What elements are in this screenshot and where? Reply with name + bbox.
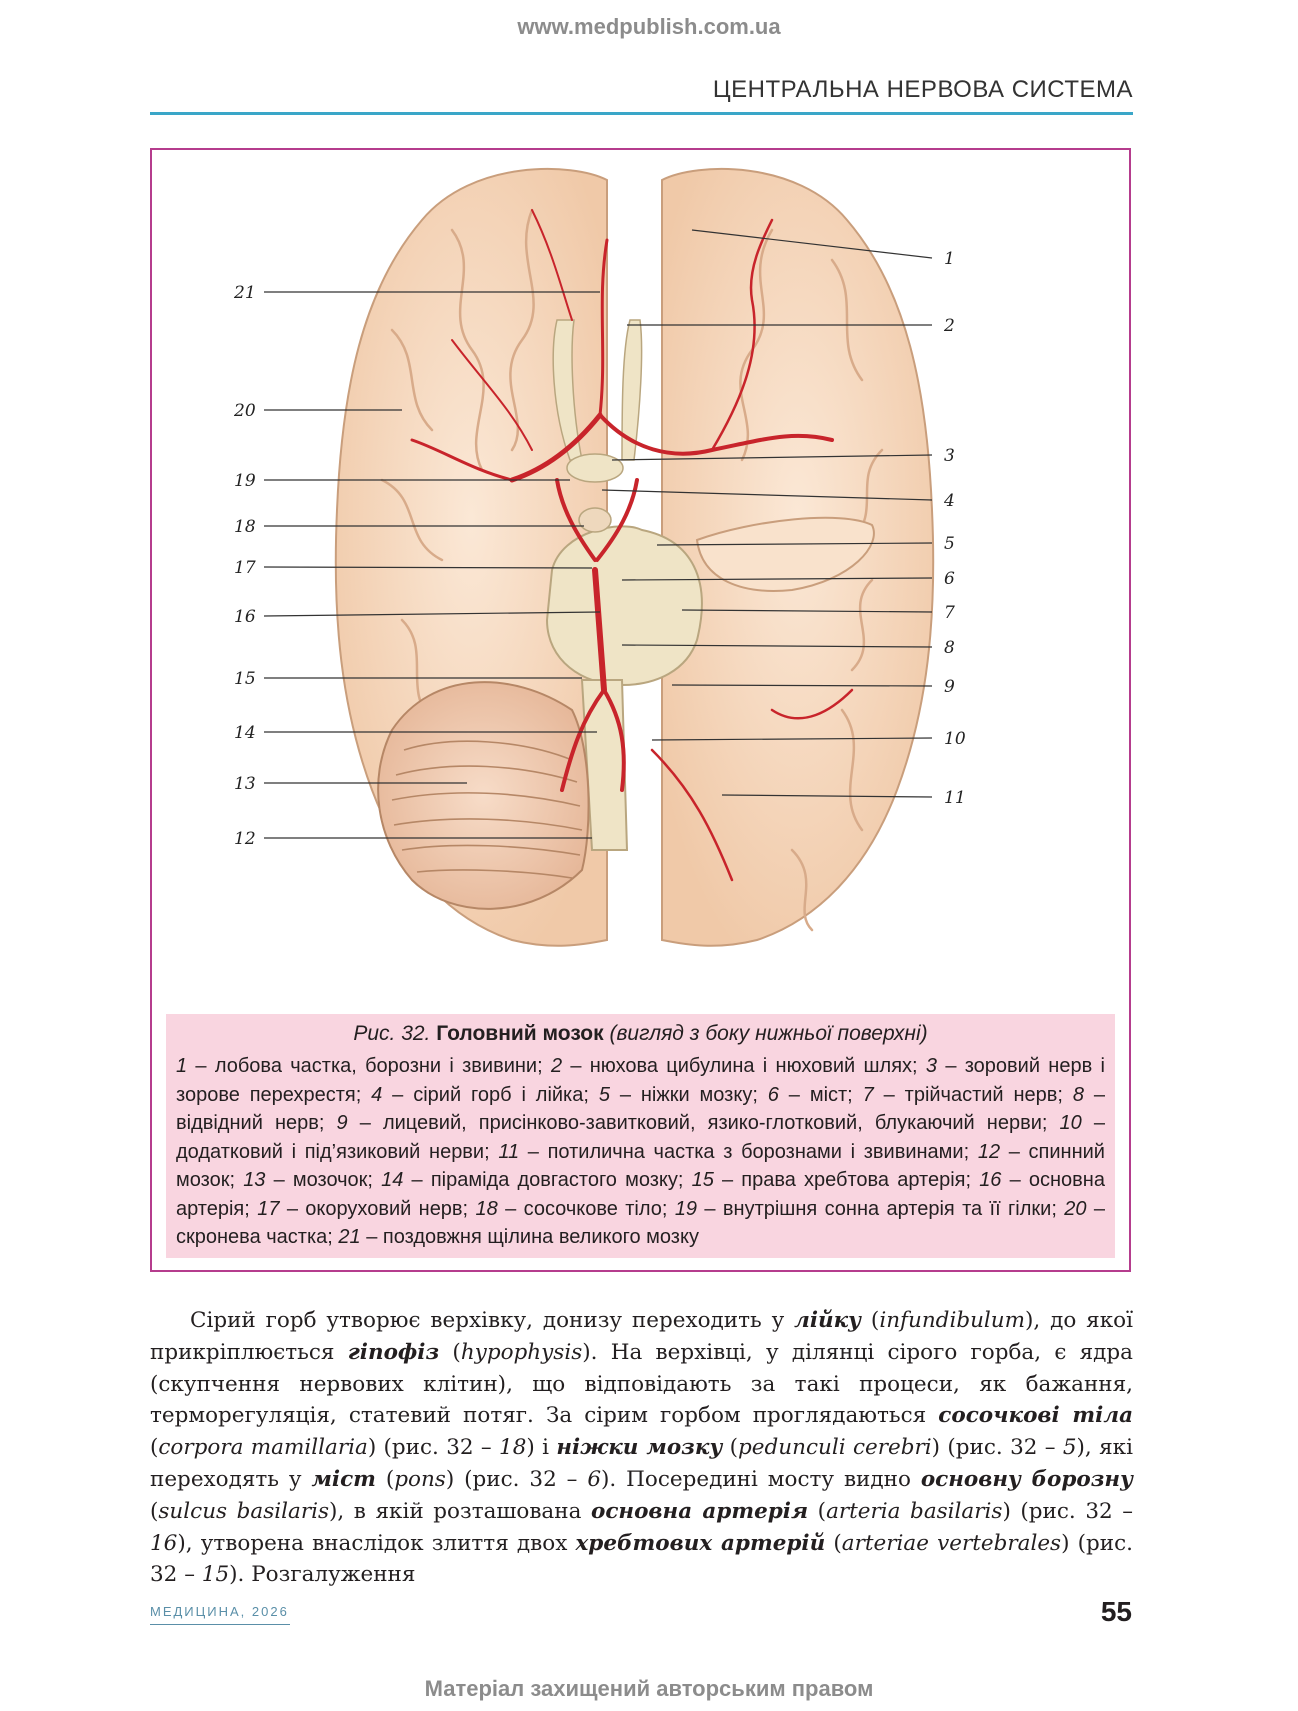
paragraph-text (150, 1305, 1133, 1591)
label-14: 14 (234, 723, 256, 743)
watermark-top: www.medpublish.com.ua (517, 14, 781, 39)
text-run: ( (808, 1498, 827, 1524)
body-paragraph (150, 1305, 1133, 1591)
legend-entry: 7 – трійчастий нерв; (862, 1083, 1063, 1106)
legend-text: окоруховий нерв; (305, 1197, 469, 1220)
legend-text: основна артерія; (176, 1169, 1105, 1220)
legend-number: 14 (381, 1169, 404, 1191)
term-latin: sulcus basilaris (158, 1498, 330, 1524)
legend-entry: 3 – зоровий нерв і зорове перехрестя; (176, 1055, 1105, 1106)
term-latin: pons (394, 1466, 446, 1492)
text-run: ). Розгалуження (229, 1562, 416, 1588)
legend-text: спинний мозок; (176, 1140, 1105, 1191)
term-latin: hypophysis (460, 1339, 583, 1365)
legend-number: 12 (977, 1140, 1001, 1163)
legend-entry: 19 – внутрішня сонна артерія та її гілки; (674, 1197, 1057, 1220)
legend-entry: 21 – поздовжня щілина великого мозку (338, 1226, 699, 1248)
legend-number: 17 (257, 1197, 280, 1220)
legend-text: потилична частка з борознами і звивинами; (547, 1140, 970, 1163)
cerebellum (378, 682, 588, 909)
text-run: ). На верхівці, у ділянці сірого горба, є ядра (скупчення нервових клітин), що відповідають за такі процеси, як бажання, терморегуляція, статевий потяг. За сірим горбом проглядаються (150, 1339, 1133, 1429)
legend-entry: 20 – скронева частка; (176, 1197, 1106, 1248)
label-10: 10 (944, 729, 966, 749)
legend-number: 1 (176, 1055, 188, 1077)
legend-entry: 2 – нюхова цибулина і нюховий шлях; (550, 1055, 918, 1077)
term-bold: гіпофіз (347, 1339, 440, 1365)
term-bold: ніжки мозку (556, 1435, 723, 1461)
caption-name: Головний мозок (436, 1022, 604, 1045)
legend-text: ніжки мозку; (640, 1083, 758, 1106)
label-7: 7 (944, 603, 955, 623)
legend-entry: 14 – піраміда довгастого мозку; (381, 1169, 684, 1191)
caption-subtitle: (вигляд з боку нижньої поверхні) (609, 1022, 928, 1045)
legend-number: 20 (1064, 1197, 1087, 1220)
legend-number: 2 (550, 1055, 563, 1077)
legend-text: поздовжня щілина великого мозку (382, 1226, 699, 1248)
term-bold: хребтових артерій (575, 1530, 826, 1556)
pons (547, 526, 702, 685)
legend-number: 6 (767, 1083, 779, 1106)
footer-underline (150, 1624, 290, 1625)
legend-number: 5 (598, 1083, 610, 1106)
legend-number: 18 (475, 1197, 498, 1220)
figure-caption (166, 1014, 1115, 1258)
caption-title (176, 1022, 1105, 1046)
label-4: 4 (944, 491, 955, 511)
label-12: 12 (234, 829, 256, 849)
legend-text: відвідний нерв; (176, 1112, 325, 1134)
legend-text: лобова частка, борозни і звивини; (214, 1055, 543, 1077)
legend-entry: 10 – додатковий і під’язиковий нерви; (176, 1112, 1105, 1163)
legend-entry: 4 – сірий горб і лійка; (371, 1083, 589, 1106)
legend-text: піраміда довгастого мозку; (430, 1169, 684, 1191)
term-latin: arteria basilaris (826, 1498, 1003, 1524)
label-8: 8 (944, 638, 955, 658)
term-latin: 16 (150, 1530, 178, 1556)
legend-entry: 1 – лобова частка, борозни і звивини; (176, 1055, 543, 1077)
legend-entry: 9 – лицевий, присінково-завитковий, язико-глотковий, блукаючий нерви; (336, 1112, 1048, 1134)
text-run: ) (рис. 32 – (1002, 1498, 1133, 1524)
text-run: ( (439, 1339, 461, 1365)
term-bold: сосочкові тіла (938, 1403, 1133, 1429)
text-run: ), утворена внаслідок злиття двох (177, 1530, 576, 1556)
legend-text: лицевий, присінково-завитковий, язико-глотковий, блукаючий нерви; (382, 1112, 1048, 1134)
term-bold: основну борозну (920, 1466, 1133, 1492)
text-run: Сірий горб утворює верхівку, донизу переходить у (190, 1308, 795, 1333)
label-13: 13 (234, 774, 256, 794)
legend-text: міст; (809, 1083, 853, 1106)
term-latin: 18 (499, 1435, 527, 1461)
header-divider (150, 112, 1133, 115)
legend-text: додатковий і під’язиковий нерви; (176, 1140, 490, 1163)
brain-illustration (152, 150, 1129, 1010)
text-run: ( (375, 1466, 395, 1492)
legend-text: зоровий нерв і зорове перехрестя; (176, 1055, 1105, 1106)
label-21: 21 (234, 283, 256, 303)
legend-number: 8 (1072, 1083, 1084, 1106)
label-11: 11 (944, 788, 966, 808)
term-latin: 15 (201, 1562, 230, 1588)
label-19: 19 (234, 471, 256, 491)
term-latin: infundibulum (879, 1308, 1026, 1333)
text-run: ( (861, 1308, 880, 1333)
legend-entry: 8 – відвідний нерв; (176, 1083, 1105, 1134)
legend-text: права хребтова артерія; (741, 1169, 972, 1191)
legend-number: 13 (243, 1169, 266, 1191)
term-bold: міст (311, 1466, 376, 1492)
optic-chiasm (567, 454, 623, 482)
legend-number: 15 (691, 1169, 714, 1191)
label-3: 3 (944, 446, 955, 466)
text-run: ) (рис. 32 – (931, 1435, 1063, 1461)
legend-entry: 15 – права хребтова артерія; (691, 1169, 972, 1191)
legend-text: сосочкове тіло; (523, 1197, 668, 1220)
label-17: 17 (234, 558, 256, 578)
legend-entry: 18 – сосочкове тіло; (475, 1197, 668, 1220)
legend-number: 11 (498, 1140, 520, 1163)
mamillary-bodies (579, 508, 611, 532)
legend-text: нюхова цибулина і нюховий шлях; (589, 1055, 918, 1077)
term-latin: 5 (1062, 1435, 1077, 1461)
label-15: 15 (234, 669, 256, 689)
legend-number: 19 (674, 1197, 698, 1220)
text-run: ), в якій розташована (329, 1498, 591, 1524)
legend-number: 10 (1059, 1112, 1082, 1134)
label-1: 1 (944, 249, 955, 269)
label-18: 18 (234, 517, 256, 537)
text-run: ) і (526, 1435, 557, 1461)
legend-entry: 11 – потилична частка з борознами і звивинами; (498, 1140, 970, 1163)
legend-entry: 12 – спинний мозок; (176, 1140, 1105, 1191)
legend-entry: 5 – ніжки мозку; (598, 1083, 758, 1106)
text-run: ( (150, 1435, 159, 1461)
watermark-bottom: Матеріал захищений авторським правом (424, 1676, 874, 1701)
term-bold: лійку (794, 1308, 862, 1333)
legend-number: 4 (371, 1083, 383, 1106)
legend-number: 9 (336, 1112, 348, 1134)
term-bold: основна артерія (590, 1498, 809, 1524)
term-latin: 6 (587, 1466, 602, 1492)
running-head: ЦЕНТРАЛЬНА НЕРВОВА СИСТЕМА (712, 76, 1133, 103)
text-run: ) (рис. 32 – (150, 1530, 1133, 1588)
legend-text: сірий горб і лійка; (413, 1083, 589, 1106)
text-run: ) (рис. 32 – (445, 1466, 588, 1492)
legend-number: 7 (862, 1083, 874, 1106)
text-run: ), до якої прикріплюється (150, 1308, 1133, 1365)
term-latin: corpora mamillaria (158, 1435, 368, 1461)
label-9: 9 (944, 677, 955, 697)
legend-number: 16 (979, 1169, 1002, 1191)
legend-text: внутрішня сонна артерія та її гілки; (722, 1197, 1057, 1220)
text-run: ( (150, 1498, 159, 1524)
label-20: 20 (234, 401, 256, 421)
label-2: 2 (944, 316, 955, 336)
legend-text: трійчастий нерв; (904, 1083, 1063, 1106)
legend-number: 3 (925, 1055, 938, 1077)
term-latin: pedunculi cerebri (738, 1435, 932, 1461)
label-6: 6 (944, 569, 955, 589)
label-5: 5 (944, 534, 955, 554)
label-16: 16 (234, 607, 256, 627)
text-run: ). Посередині мосту видно (601, 1466, 921, 1492)
caption-number: Рис. 32. (353, 1022, 431, 1045)
text-run: ( (825, 1530, 842, 1556)
text-run: ( (722, 1435, 739, 1461)
text-run: ) (рис. 32 – (367, 1435, 500, 1461)
legend-entry: 16 – основна артерія; (176, 1169, 1105, 1220)
legend-entry: 13 – мозочок; (243, 1169, 373, 1191)
term-latin: arteriae vertebrales (841, 1530, 1062, 1556)
figure-frame (150, 148, 1131, 1272)
page-number: 55 (1100, 1596, 1132, 1627)
text-run: ), які переходять у (150, 1435, 1133, 1492)
legend-entry: 17 – окоруховий нерв; (257, 1197, 469, 1220)
legend-text: скронева частка; (176, 1226, 333, 1248)
publisher-footer: МЕДИЦИНА, 2026 (150, 1604, 289, 1619)
legend-text: мозочок; (292, 1169, 373, 1191)
legend-entry: 6 – міст; (767, 1083, 853, 1106)
caption-legend (176, 1052, 1105, 1252)
legend-number: 21 (338, 1226, 361, 1248)
